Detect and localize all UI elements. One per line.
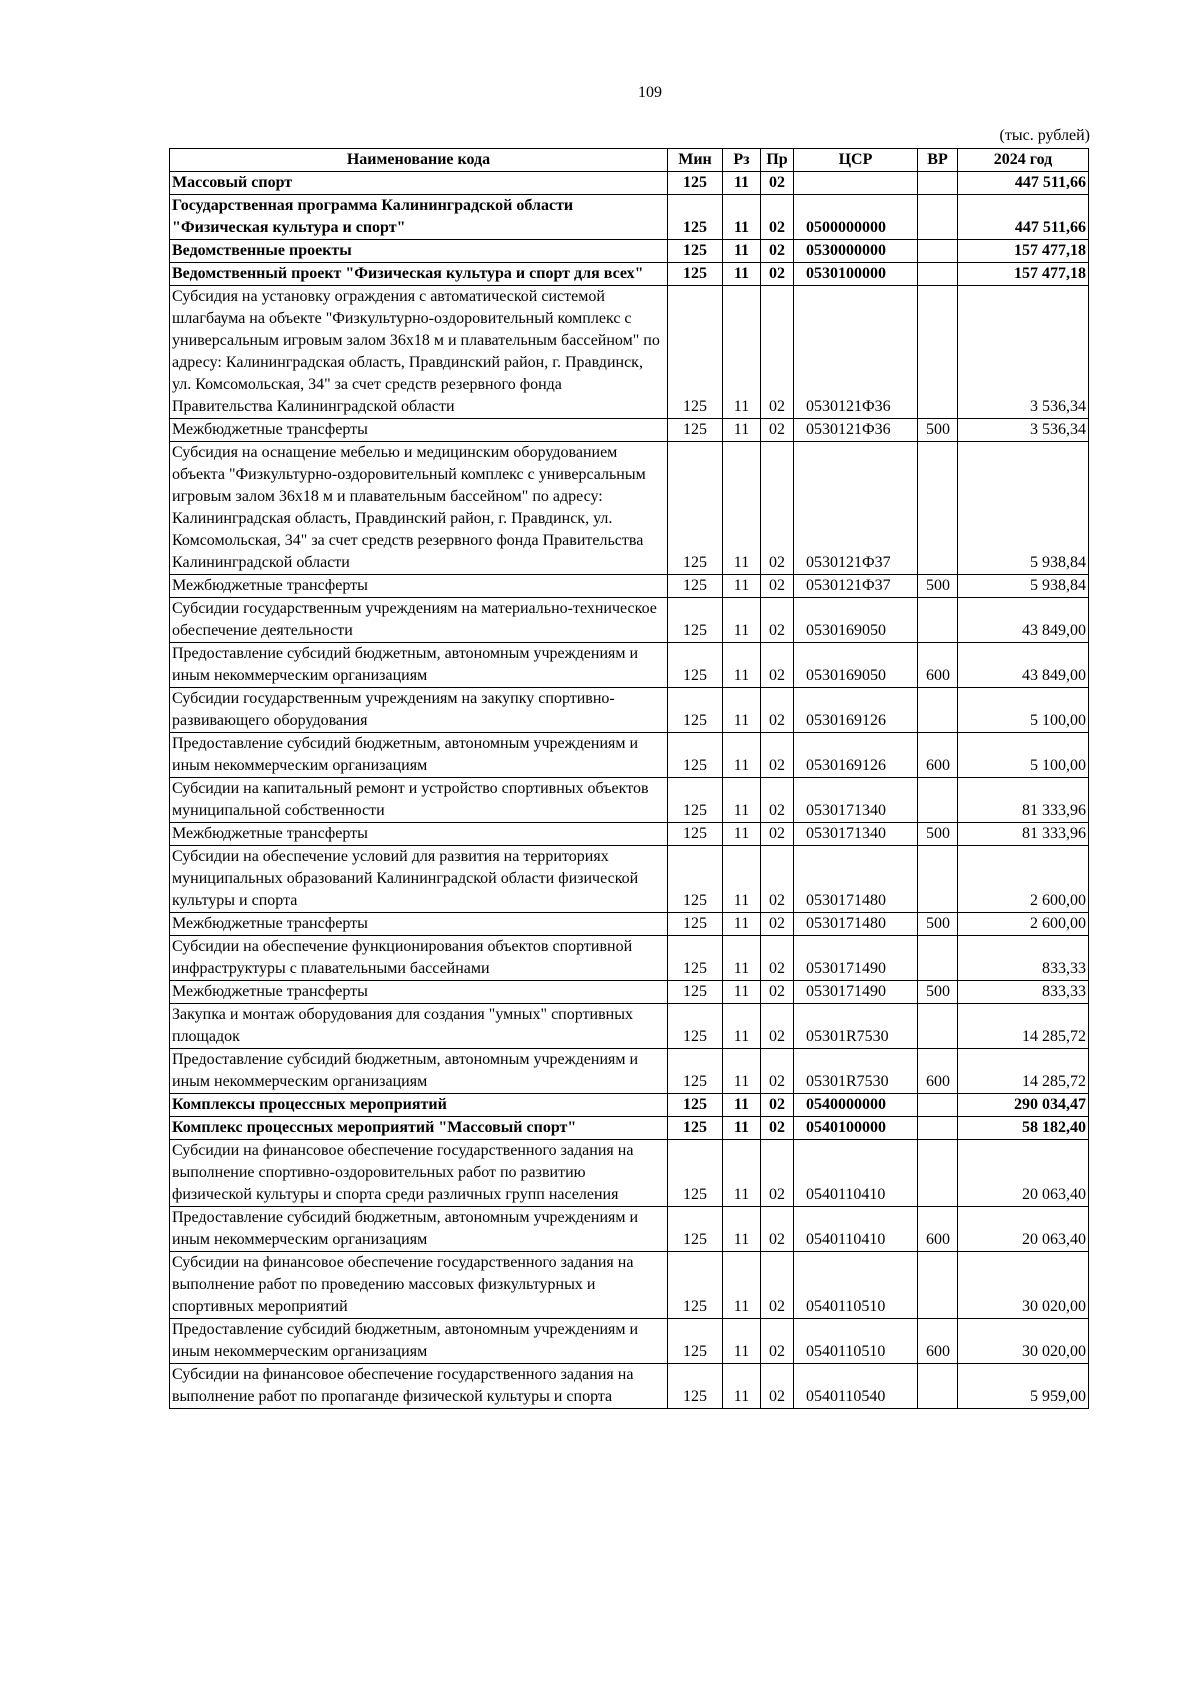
cell-name: Субсидии государственным учреждениям на материально-техническое обеспечение деятельности — [170, 598, 668, 643]
cell-pr: 02 — [761, 195, 794, 240]
cell-min: 125 — [668, 688, 723, 733]
cell-min: 125 — [668, 286, 723, 419]
cell-pr: 02 — [761, 1207, 794, 1252]
table-row — [170, 1364, 1089, 1409]
table-row — [170, 846, 1089, 913]
cell-sum: 5 938,84 — [958, 442, 1089, 575]
cell-rz: 11 — [723, 1094, 761, 1117]
table-body — [170, 172, 1089, 1409]
header-name: Наименование кода — [170, 149, 668, 172]
cell-csr: 0540110410 — [794, 1207, 918, 1252]
cell-pr: 02 — [761, 1140, 794, 1207]
cell-min: 125 — [668, 733, 723, 778]
cell-rz: 11 — [723, 1207, 761, 1252]
cell-vr: 500 — [918, 419, 958, 442]
cell-min: 125 — [668, 1049, 723, 1094]
cell-vr — [918, 1094, 958, 1117]
cell-csr: 0530171480 — [794, 913, 918, 936]
cell-name: Ведомственные проекты — [170, 240, 668, 263]
cell-sum: 447 511,66 — [958, 172, 1089, 195]
cell-csr: 05301R7530 — [794, 1049, 918, 1094]
cell-vr — [918, 936, 958, 981]
table-row — [170, 936, 1089, 981]
cell-sum: 3 536,34 — [958, 419, 1089, 442]
cell-csr: 0530171340 — [794, 823, 918, 846]
cell-name: Субсидия на установку ограждения с автоматической системой шлагбаума на объекте "Физкультурно-оздоровительный комплекс с универсальным игровым залом 36х18 м и плавательным бассейном" по адресу: Калининградская область, Правдинский район, г. Правдинск, ул. Комсомольская, 34" за счет средств резервного фонда Правительства Калининградской области — [170, 286, 668, 419]
cell-csr: 0530169126 — [794, 688, 918, 733]
table-header-row — [170, 149, 1089, 172]
cell-vr: 600 — [918, 1207, 958, 1252]
cell-csr: 0540100000 — [794, 1117, 918, 1140]
header-vr: ВР — [918, 149, 958, 172]
cell-pr: 02 — [761, 1094, 794, 1117]
table-row — [170, 913, 1089, 936]
cell-csr: 0530171490 — [794, 981, 918, 1004]
header-csr: ЦСР — [794, 149, 918, 172]
cell-vr: 500 — [918, 981, 958, 1004]
cell-rz: 11 — [723, 240, 761, 263]
cell-rz: 11 — [723, 1319, 761, 1364]
table-row — [170, 643, 1089, 688]
cell-name: Субсидии на обеспечение функционирования объектов спортивной инфраструктуры с плавательными бассейнами — [170, 936, 668, 981]
cell-pr: 02 — [761, 936, 794, 981]
cell-rz: 11 — [723, 913, 761, 936]
cell-csr: 0540000000 — [794, 1094, 918, 1117]
cell-name: Ведомственный проект "Физическая культура и спорт для всех" — [170, 263, 668, 286]
cell-min: 125 — [668, 1364, 723, 1409]
cell-min: 125 — [668, 936, 723, 981]
cell-vr — [918, 1140, 958, 1207]
cell-name: Комплексы процессных мероприятий — [170, 1094, 668, 1117]
cell-name: Массовый спорт — [170, 172, 668, 195]
cell-vr — [918, 688, 958, 733]
table-row — [170, 442, 1089, 575]
table-row — [170, 1094, 1089, 1117]
cell-pr: 02 — [761, 442, 794, 575]
header-min: Мин — [668, 149, 723, 172]
table-row — [170, 1319, 1089, 1364]
cell-vr: 600 — [918, 643, 958, 688]
table-row — [170, 286, 1089, 419]
cell-min: 125 — [668, 263, 723, 286]
cell-csr: 0530169126 — [794, 733, 918, 778]
cell-vr — [918, 846, 958, 913]
cell-name: Предоставление субсидий бюджетным, автономным учреждениям и иным некоммерческим организациям — [170, 1207, 668, 1252]
table-row — [170, 1049, 1089, 1094]
cell-pr: 02 — [761, 981, 794, 1004]
cell-rz: 11 — [723, 1364, 761, 1409]
cell-name: Межбюджетные трансферты — [170, 575, 668, 598]
cell-min: 125 — [668, 1117, 723, 1140]
cell-sum: 157 477,18 — [958, 263, 1089, 286]
cell-csr: 0530121Ф37 — [794, 442, 918, 575]
cell-min: 125 — [668, 778, 723, 823]
cell-min: 125 — [668, 981, 723, 1004]
cell-sum: 833,33 — [958, 981, 1089, 1004]
cell-name: Государственная программа Калининградской области "Физическая культура и спорт" — [170, 195, 668, 240]
cell-rz: 11 — [723, 1004, 761, 1049]
cell-sum: 447 511,66 — [958, 195, 1089, 240]
cell-name: Комплекс процессных мероприятий "Массовый спорт" — [170, 1117, 668, 1140]
cell-pr: 02 — [761, 263, 794, 286]
cell-min: 125 — [668, 1252, 723, 1319]
cell-min: 125 — [668, 643, 723, 688]
cell-vr — [918, 1252, 958, 1319]
table-row — [170, 263, 1089, 286]
cell-rz: 11 — [723, 643, 761, 688]
cell-name: Предоставление субсидий бюджетным, автономным учреждениям и иным некоммерческим организациям — [170, 1319, 668, 1364]
cell-name: Закупка и монтаж оборудования для создания "умных" спортивных площадок — [170, 1004, 668, 1049]
cell-csr: 0530100000 — [794, 263, 918, 286]
table-row — [170, 1140, 1089, 1207]
cell-vr: 600 — [918, 1319, 958, 1364]
cell-pr: 02 — [761, 172, 794, 195]
cell-min: 125 — [668, 240, 723, 263]
cell-pr: 02 — [761, 1364, 794, 1409]
cell-vr — [918, 240, 958, 263]
cell-csr: 0530171490 — [794, 936, 918, 981]
cell-min: 125 — [668, 419, 723, 442]
cell-min: 125 — [668, 823, 723, 846]
cell-vr — [918, 1117, 958, 1140]
header-sum: 2024 год — [958, 149, 1089, 172]
cell-name: Межбюджетные трансферты — [170, 981, 668, 1004]
cell-min: 125 — [668, 1140, 723, 1207]
cell-sum: 3 536,34 — [958, 286, 1089, 419]
cell-csr: 0540110510 — [794, 1319, 918, 1364]
cell-min: 125 — [668, 846, 723, 913]
cell-rz: 11 — [723, 263, 761, 286]
cell-csr: 0500000000 — [794, 195, 918, 240]
table-row — [170, 1207, 1089, 1252]
cell-sum: 2 600,00 — [958, 846, 1089, 913]
cell-rz: 11 — [723, 172, 761, 195]
cell-rz: 11 — [723, 981, 761, 1004]
cell-pr: 02 — [761, 1049, 794, 1094]
table-row — [170, 823, 1089, 846]
cell-csr: 0540110540 — [794, 1364, 918, 1409]
cell-name: Предоставление субсидий бюджетным, автономным учреждениям и иным некоммерческим организациям — [170, 643, 668, 688]
cell-pr: 02 — [761, 778, 794, 823]
cell-sum: 5 959,00 — [958, 1364, 1089, 1409]
cell-csr: 05301R7530 — [794, 1004, 918, 1049]
header-rz: Рз — [723, 149, 761, 172]
cell-sum: 30 020,00 — [958, 1252, 1089, 1319]
cell-sum: 5 938,84 — [958, 575, 1089, 598]
cell-rz: 11 — [723, 286, 761, 419]
cell-sum: 157 477,18 — [958, 240, 1089, 263]
table-row — [170, 733, 1089, 778]
cell-vr — [918, 1364, 958, 1409]
cell-vr — [918, 442, 958, 575]
cell-pr: 02 — [761, 688, 794, 733]
cell-name: Предоставление субсидий бюджетным, автономным учреждениям и иным некоммерческим организациям — [170, 733, 668, 778]
cell-name: Межбюджетные трансферты — [170, 913, 668, 936]
cell-sum: 14 285,72 — [958, 1049, 1089, 1094]
cell-name: Межбюджетные трансферты — [170, 419, 668, 442]
budget-table — [169, 148, 1089, 1409]
cell-min: 125 — [668, 1207, 723, 1252]
cell-pr: 02 — [761, 846, 794, 913]
cell-vr: 600 — [918, 1049, 958, 1094]
cell-rz: 11 — [723, 733, 761, 778]
cell-pr: 02 — [761, 1252, 794, 1319]
cell-pr: 02 — [761, 1004, 794, 1049]
cell-sum: 833,33 — [958, 936, 1089, 981]
table-row — [170, 419, 1089, 442]
cell-sum: 43 849,00 — [958, 643, 1089, 688]
cell-pr: 02 — [761, 733, 794, 778]
cell-rz: 11 — [723, 195, 761, 240]
cell-vr — [918, 778, 958, 823]
cell-vr — [918, 1004, 958, 1049]
cell-name: Предоставление субсидий бюджетным, автономным учреждениям и иным некоммерческим организациям — [170, 1049, 668, 1094]
cell-rz: 11 — [723, 442, 761, 575]
cell-min: 125 — [668, 1094, 723, 1117]
table-row — [170, 240, 1089, 263]
table-row — [170, 195, 1089, 240]
cell-sum: 30 020,00 — [958, 1319, 1089, 1364]
cell-csr: 0530169050 — [794, 643, 918, 688]
cell-vr — [918, 172, 958, 195]
cell-csr — [794, 172, 918, 195]
cell-min: 125 — [668, 598, 723, 643]
cell-name: Субсидии государственным учреждениям на закупку спортивно-развивающего оборудования — [170, 688, 668, 733]
cell-pr: 02 — [761, 823, 794, 846]
cell-sum: 81 333,96 — [958, 778, 1089, 823]
cell-pr: 02 — [761, 598, 794, 643]
cell-csr: 0530171340 — [794, 778, 918, 823]
table-row — [170, 1117, 1089, 1140]
cell-rz: 11 — [723, 1117, 761, 1140]
cell-min: 125 — [668, 913, 723, 936]
cell-sum: 58 182,40 — [958, 1117, 1089, 1140]
cell-sum: 20 063,40 — [958, 1207, 1089, 1252]
cell-rz: 11 — [723, 1252, 761, 1319]
cell-csr: 0530121Ф36 — [794, 419, 918, 442]
cell-pr: 02 — [761, 286, 794, 419]
cell-rz: 11 — [723, 688, 761, 733]
cell-csr: 0530171480 — [794, 846, 918, 913]
cell-vr — [918, 598, 958, 643]
cell-rz: 11 — [723, 823, 761, 846]
cell-csr: 0540110410 — [794, 1140, 918, 1207]
cell-sum: 81 333,96 — [958, 823, 1089, 846]
units-note: (тыс. рублей) — [999, 127, 1090, 144]
cell-sum: 2 600,00 — [958, 913, 1089, 936]
cell-vr: 500 — [918, 913, 958, 936]
cell-pr: 02 — [761, 1319, 794, 1364]
cell-rz: 11 — [723, 936, 761, 981]
cell-pr: 02 — [761, 1117, 794, 1140]
cell-name: Субсидии на финансовое обеспечение государственного задания на выполнение работ по пропаганде физической культуры и спорта — [170, 1364, 668, 1409]
cell-sum: 5 100,00 — [958, 688, 1089, 733]
cell-rz: 11 — [723, 419, 761, 442]
cell-sum: 5 100,00 — [958, 733, 1089, 778]
page-number: 109 — [638, 84, 662, 101]
cell-csr: 0530169050 — [794, 598, 918, 643]
cell-sum: 43 849,00 — [958, 598, 1089, 643]
cell-pr: 02 — [761, 913, 794, 936]
cell-min: 125 — [668, 575, 723, 598]
table-row — [170, 1004, 1089, 1049]
cell-rz: 11 — [723, 575, 761, 598]
table-row — [170, 598, 1089, 643]
cell-vr — [918, 263, 958, 286]
cell-min: 125 — [668, 172, 723, 195]
cell-vr — [918, 286, 958, 419]
cell-rz: 11 — [723, 846, 761, 913]
cell-min: 125 — [668, 1319, 723, 1364]
cell-rz: 11 — [723, 1140, 761, 1207]
table-row — [170, 981, 1089, 1004]
table-row — [170, 575, 1089, 598]
cell-csr: 0540110510 — [794, 1252, 918, 1319]
cell-pr: 02 — [761, 575, 794, 598]
cell-pr: 02 — [761, 643, 794, 688]
cell-min: 125 — [668, 195, 723, 240]
cell-pr: 02 — [761, 240, 794, 263]
cell-vr: 500 — [918, 823, 958, 846]
cell-vr: 500 — [918, 575, 958, 598]
cell-rz: 11 — [723, 778, 761, 823]
cell-sum: 20 063,40 — [958, 1140, 1089, 1207]
table-row — [170, 1252, 1089, 1319]
cell-vr — [918, 195, 958, 240]
header-pr: Пр — [761, 149, 794, 172]
cell-name: Субсидии на финансовое обеспечение государственного задания на выполнение работ по проведению массовых физкультурных и спортивных мероприятий — [170, 1252, 668, 1319]
cell-name: Субсидии на обеспечение условий для развития на территориях муниципальных образований Калининградской области физической культуры и спорта — [170, 846, 668, 913]
cell-sum: 14 285,72 — [958, 1004, 1089, 1049]
cell-pr: 02 — [761, 419, 794, 442]
table-row — [170, 172, 1089, 195]
cell-csr: 0530121Ф37 — [794, 575, 918, 598]
cell-csr: 0530000000 — [794, 240, 918, 263]
table-row — [170, 688, 1089, 733]
cell-vr: 600 — [918, 733, 958, 778]
cell-name: Субсидии на финансовое обеспечение государственного задания на выполнение спортивно-оздоровительных работ по развитию физической культуры и спорта среди различных групп населения — [170, 1140, 668, 1207]
table-row — [170, 778, 1089, 823]
cell-name: Субсидия на оснащение мебелью и медицинским оборудованием объекта "Физкультурно-оздоровительный комплекс с универсальным игровым залом 36х18 м и плавательным бассейном" по адресу: Калининградская область, Правдинский район, г. Правдинск, ул. Комсомольская, 34" за счет средств резервного фонда Правительства Калининградской области — [170, 442, 668, 575]
cell-min: 125 — [668, 442, 723, 575]
cell-name: Субсидии на капитальный ремонт и устройство спортивных объектов муниципальной собственности — [170, 778, 668, 823]
cell-sum: 290 034,47 — [958, 1094, 1089, 1117]
cell-rz: 11 — [723, 598, 761, 643]
cell-name: Межбюджетные трансферты — [170, 823, 668, 846]
cell-csr: 0530121Ф36 — [794, 286, 918, 419]
cell-rz: 11 — [723, 1049, 761, 1094]
cell-min: 125 — [668, 1004, 723, 1049]
